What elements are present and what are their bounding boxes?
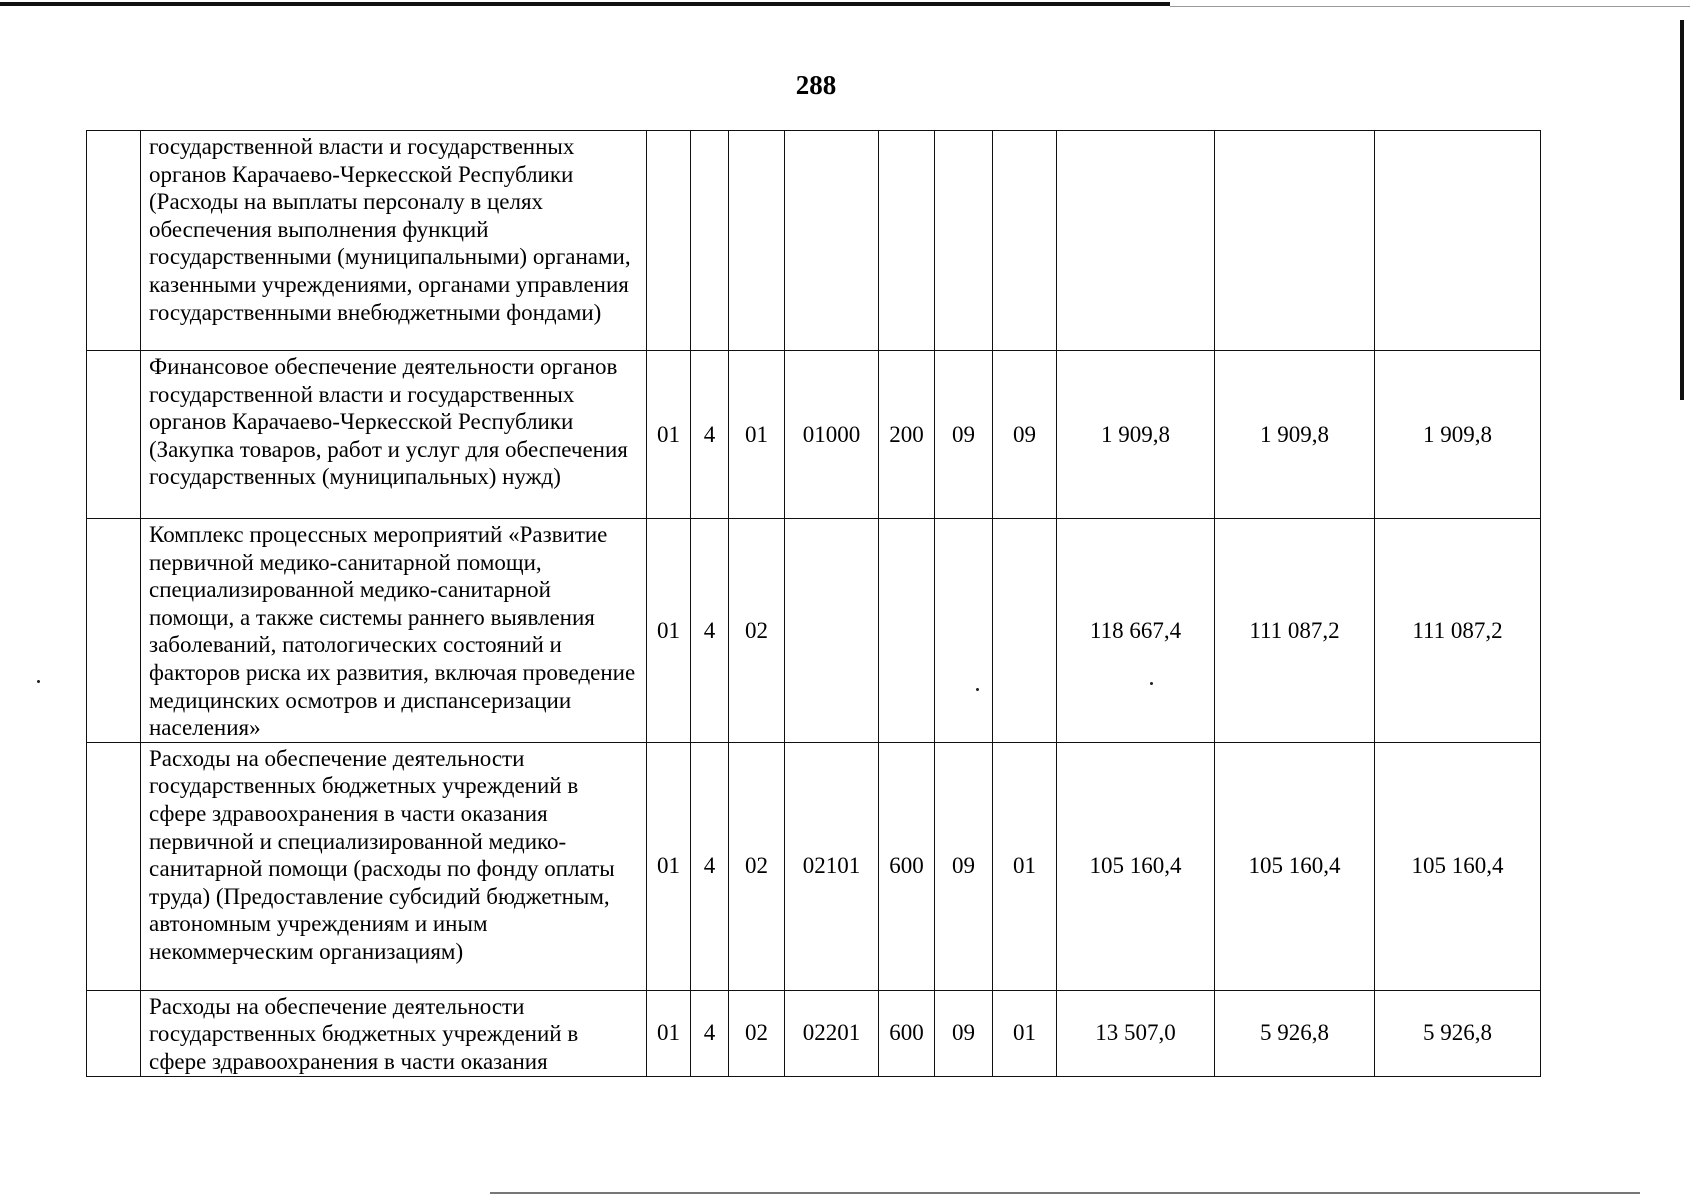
code-cell-2: 4 <box>691 990 729 1076</box>
code-cell-2: 4 <box>691 742 729 990</box>
code-cell-6: 09 <box>935 990 993 1076</box>
code-cell-4 <box>785 519 879 743</box>
code-cell-7: 01 <box>993 742 1057 990</box>
code-cell-6: 09 <box>935 742 993 990</box>
scan-right-edge <box>1680 20 1684 400</box>
scan-top-border-thin <box>1170 6 1690 7</box>
table-row <box>87 351 1541 519</box>
scan-speck <box>976 688 979 691</box>
row-number-cell <box>87 742 141 990</box>
code-cell-4: 02201 <box>785 990 879 1076</box>
description-cell: государственной власти и государственных органов Карачаево-Черкесской Республики (Расходы на выплаты персоналу в целях обеспечения выполнения функций государственными (муниципальными) органами, казенными учреждениями, органами управления государственными внебюджетными фондами) <box>141 131 647 351</box>
table-row <box>87 131 1541 351</box>
amount-cell-1: 13 507,0 <box>1057 990 1215 1076</box>
code-cell-2 <box>691 131 729 351</box>
code-cell-3: 02 <box>729 519 785 743</box>
code-cell-1: 01 <box>647 519 691 743</box>
scan-bottom-mark <box>490 1192 1640 1194</box>
code-cell-5: 600 <box>879 990 935 1076</box>
description-cell: Комплекс процессных мероприятий «Развитие первичной медико-санитарной помощи, специализированной медико-санитарной помощи, а также системы раннего выявления заболеваний, патологических состояний и факторов риска их развития, включая проведение медицинских осмотров и диспансеризации населения» <box>141 519 647 743</box>
code-cell-7: 09 <box>993 351 1057 519</box>
row-number-cell <box>87 351 141 519</box>
code-cell-2: 4 <box>691 351 729 519</box>
code-cell-5 <box>879 519 935 743</box>
budget-table <box>86 130 1541 1077</box>
amount-cell-3: 111 087,2 <box>1375 519 1541 743</box>
code-cell-5: 200 <box>879 351 935 519</box>
code-cell-1 <box>647 131 691 351</box>
row-number-cell <box>87 990 141 1076</box>
code-cell-2: 4 <box>691 519 729 743</box>
code-cell-6 <box>935 519 993 743</box>
code-cell-1: 01 <box>647 351 691 519</box>
code-cell-7 <box>993 519 1057 743</box>
code-cell-3: 01 <box>729 351 785 519</box>
code-cell-6: 09 <box>935 351 993 519</box>
amount-cell-3: 1 909,8 <box>1375 351 1541 519</box>
amount-cell-2: 1 909,8 <box>1215 351 1375 519</box>
table-row <box>87 519 1541 743</box>
row-number-cell <box>87 131 141 351</box>
amount-cell-3: 5 926,8 <box>1375 990 1541 1076</box>
table-body <box>87 131 1541 1077</box>
amount-cell-3: 105 160,4 <box>1375 742 1541 990</box>
code-cell-3: 02 <box>729 742 785 990</box>
amount-cell-2: 105 160,4 <box>1215 742 1375 990</box>
amount-cell-1: 118 667,4 <box>1057 519 1215 743</box>
amount-cell-1 <box>1057 131 1215 351</box>
code-cell-3 <box>729 131 785 351</box>
code-cell-4 <box>785 131 879 351</box>
description-cell: Финансовое обеспечение деятельности органов государственной власти и государственных органов Карачаево-Черкесской Республики (Закупка товаров, работ и услуг для обеспечения государственных (муниципальных) нужд) <box>141 351 647 519</box>
code-cell-6 <box>935 131 993 351</box>
code-cell-7: 01 <box>993 990 1057 1076</box>
scan-speck <box>37 680 40 683</box>
scan-top-border <box>0 2 1170 6</box>
amount-cell-3 <box>1375 131 1541 351</box>
table-row <box>87 742 1541 990</box>
table-row <box>87 990 1541 1076</box>
amount-cell-1: 105 160,4 <box>1057 742 1215 990</box>
code-cell-4: 02101 <box>785 742 879 990</box>
amount-cell-2 <box>1215 131 1375 351</box>
code-cell-5: 600 <box>879 742 935 990</box>
code-cell-4: 01000 <box>785 351 879 519</box>
code-cell-5 <box>879 131 935 351</box>
amount-cell-2: 5 926,8 <box>1215 990 1375 1076</box>
scan-speck <box>1150 682 1153 685</box>
row-number-cell <box>87 519 141 743</box>
code-cell-7 <box>993 131 1057 351</box>
page-number: 288 <box>795 70 837 100</box>
code-cell-3: 02 <box>729 990 785 1076</box>
description-cell: Расходы на обеспечение деятельности государственных бюджетных учреждений в сфере здравоохранения в части оказания <box>141 990 647 1076</box>
description-cell: Расходы на обеспечение деятельности государственных бюджетных учреждений в сфере здравоохранения в части оказания первичной и специализированной медико-санитарной помощи (расходы по фонду оплаты труда) (Предоставление субсидий бюджетным, автономным учреждениям и иным некоммерческим организациям) <box>141 742 647 990</box>
amount-cell-1: 1 909,8 <box>1057 351 1215 519</box>
code-cell-1: 01 <box>647 742 691 990</box>
code-cell-1: 01 <box>647 990 691 1076</box>
amount-cell-2: 111 087,2 <box>1215 519 1375 743</box>
